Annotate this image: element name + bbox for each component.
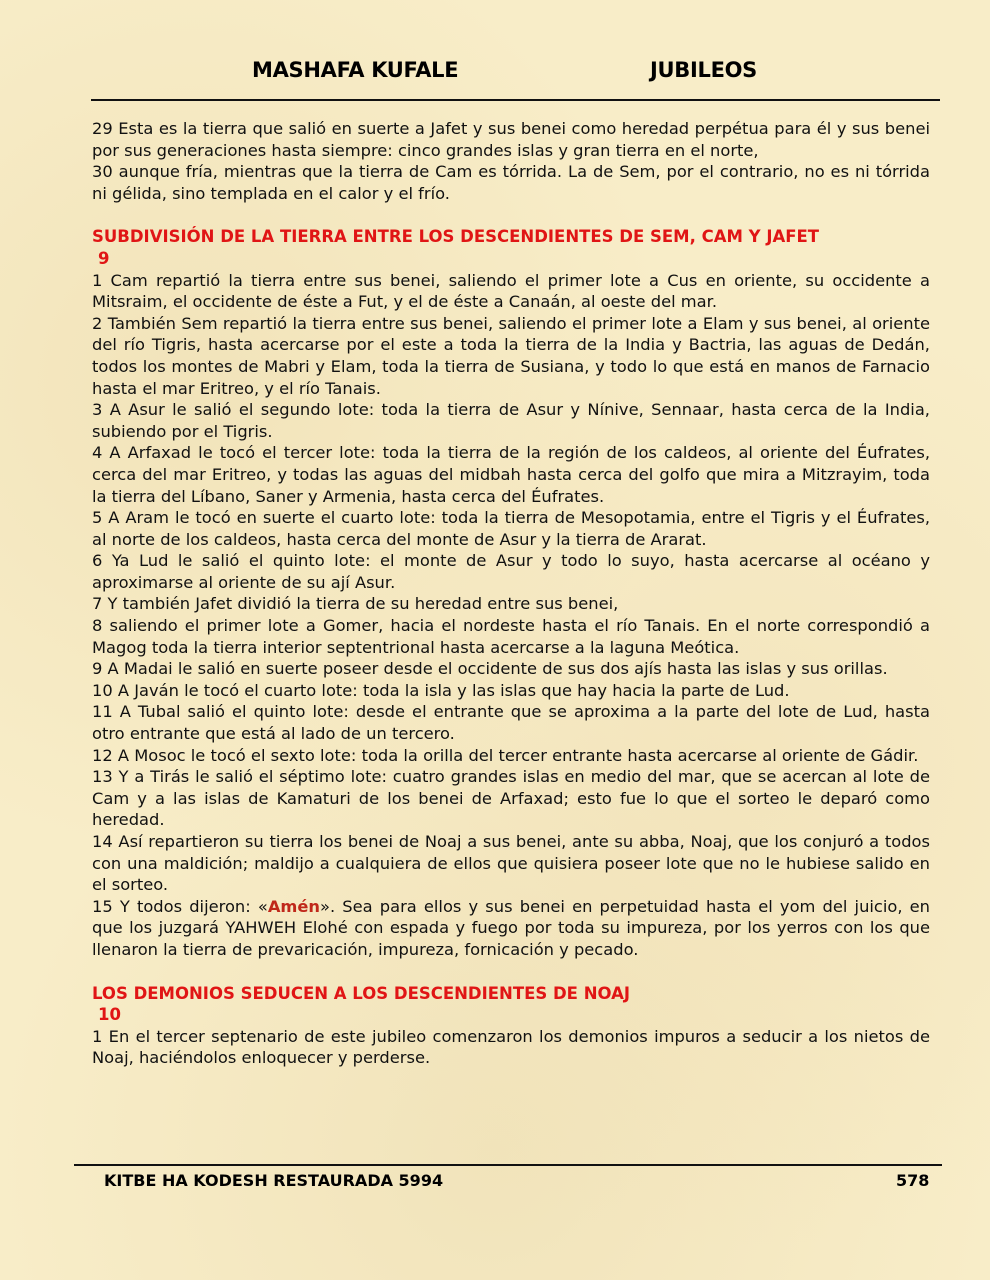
verse: 14 Así repartieron su tierra los benei de Noaj a sus benei, ante su abba, Noaj, que los conjuró a todos con una maldición; maldijo a cualquiera de ellos que quisiera poseer lote que no le hubiese salido en el sorteo. xyxy=(92,832,930,895)
verse: 7 Y también Jafet dividió la tierra de su heredad entre sus benei, xyxy=(92,594,619,614)
verse: 3 A Asur le salió el segundo lote: toda la tierra de Asur y Nínive, Sennaar, hasta cerca de la India, subiendo por el Tigris. xyxy=(92,400,930,441)
page-number: 578 xyxy=(896,1171,930,1190)
page-body xyxy=(92,118,930,1069)
section-title-subdivision: SUBDIVISIÓN DE LA TIERRA ENTRE LOS DESCENDIENTES DE SEM, CAM Y JAFET xyxy=(92,227,820,247)
verse: 4 A Arfaxad le tocó el tercer lote: toda la tierra de la región de los caldeos, al oriente del Éufrates, cerca del mar Eritreo, y todas las aguas del midbah hasta cerca del golfo que mira a Mitzrayim, toda la tierra del Líbano, Saner y Armenia, hasta cerca del Éufrates. xyxy=(92,443,930,506)
verse: 11 A Tubal salió el quinto lote: desde el entrante que se aproxima a la parte del lote de Lud, hasta otro entrante que está al lado de un tercero. xyxy=(92,702,930,744)
verse: 8 saliendo el primer lote a Gomer, hacia el nordeste hasta el río Tanais. En el norte correspondió a Magog toda la tierra interior septentrional hasta acercarse a la laguna Meótica. xyxy=(92,616,930,657)
verse-15-start: 15 Y todos dijeron: « xyxy=(92,896,268,916)
verse: 10 A Javán le tocó el cuarto lote: toda la isla y las islas que hay hacia la parte de Lud. xyxy=(92,680,790,700)
header-book-title: MASHAFA KUFALE xyxy=(252,58,459,82)
verse-29: 29 Esta es la tierra que salió en suerte a Jafet y sus benei como heredad perpétua para él y sus benei por sus generaciones hasta siempre: cinco grandes islas y gran tierra en el norte, xyxy=(92,119,930,160)
verse: 13 Y a Tirás le salió el séptimo lote: cuatro grandes islas en medio del mar, que se acercan al lote de Cam y a las islas de Kamaturi de los benei de Arfaxad; esto fue lo que el sorteo le deparó como heredad. xyxy=(92,767,930,830)
verse: 9 A Madai le salió en suerte poseer desde el occidente de sus dos ajís hasta las islas y sus orillas. xyxy=(92,659,888,679)
verse-15 xyxy=(92,896,930,961)
verse: 1 En el tercer septenario de este jubileo comenzaron los demonios impuros a seducir a los nietos de Noaj, haciéndolos enloquecer y perderse. xyxy=(92,1026,930,1068)
verse-30: 30 aunque fría, mientras que la tierra de Cam es tórrida. La de Sem, por el contrario, no es ni tórrida ni gélida, sino templada en el calor y el frío. xyxy=(92,162,930,203)
page-header xyxy=(0,58,990,88)
verse-15-end: ». Sea para ellos y sus benei en perpetuidad hasta el yom del juicio, en que los juzgará YAHWEH Elohé con espada y fuego por toda su impureza, por los yerros con los que llenaron la tierra de prevaricación, impureza, fornicación y pecado. xyxy=(92,896,930,959)
verse: 1 Cam repartió la tierra entre sus benei, saliendo el primer lote a Cus en oriente, su occidente a Mitsraim, el occidente de éste a Fut, y el de éste a Canaán, al oeste del mar. xyxy=(92,270,930,312)
verse: 2 También Sem repartió la tierra entre sus benei, saliendo el primer lote a Elam y sus benei, al oriente del río Tigris, hasta acercarse por el este a toda la tierra de la India y Bactria, las aguas de Dedán, todos los montes de Mabri y Elam, toda la tierra de Susiana, y todo lo que está en manos de Farnacio hasta el mar Eritreo, y el río Tanais. xyxy=(92,313,930,398)
footer-title: KITBE HA KODESH RESTAURADA 5994 xyxy=(104,1171,444,1190)
verse: 5 A Aram le tocó en suerte el cuarto lote: toda la tierra de Mesopotamia, entre el Tigris y el Éufrates, al norte de los caldeos, hasta cerca del monte de Asur y la tierra de Ararat. xyxy=(92,508,930,549)
chapter-number-10: 10 xyxy=(98,1005,121,1025)
verse: 12 A Mosoc le tocó el sexto lote: toda la orilla del tercer entrante hasta acercarse al oriente de Gádir. xyxy=(92,745,919,765)
footer-divider xyxy=(74,1164,942,1166)
header-divider xyxy=(91,99,940,101)
amen-word: Amén xyxy=(267,896,321,916)
header-section-title: JUBILEOS xyxy=(650,58,757,82)
chapter-number-9: 9 xyxy=(98,248,110,268)
section-title-demonios: LOS DEMONIOS SEDUCEN A LOS DESCENDIENTES DE NOAJ xyxy=(92,983,630,1003)
verse: 6 Ya Lud le salió el quinto lote: el monte de Asur y todo lo suyo, hasta acercarse al océano y aproximarse al oriente de su ají Asur. xyxy=(92,551,930,592)
